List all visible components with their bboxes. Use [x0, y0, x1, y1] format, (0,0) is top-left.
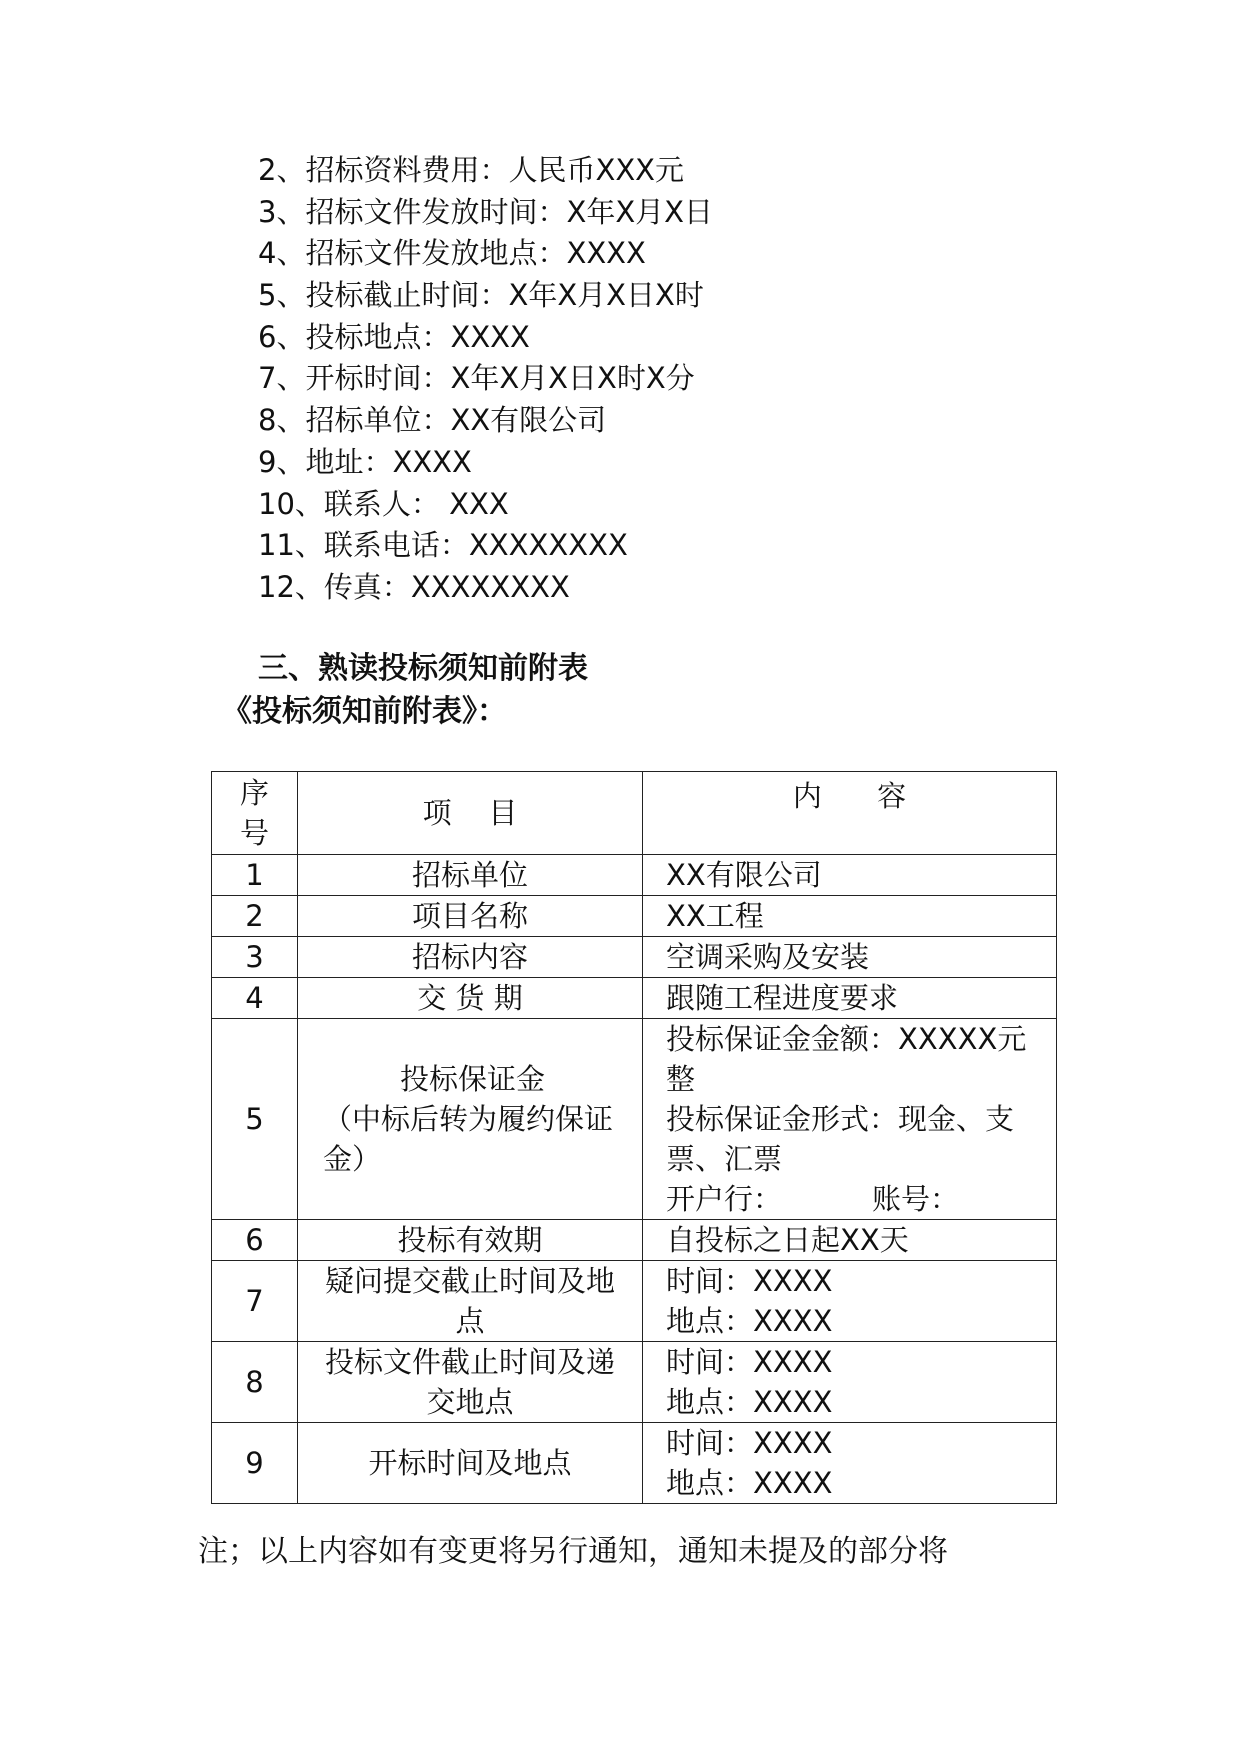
row-item: 招标内容: [298, 937, 643, 978]
list-item: 10、联系人： XXX: [258, 486, 509, 521]
row-content-line2: 地点：XXXX: [666, 1466, 833, 1500]
row-content-line1: 时间：XXXX: [666, 1264, 833, 1298]
list-item: 4、招标文件发放地点：XXXX: [258, 236, 646, 271]
row-item: 开标时间及地点: [298, 1423, 643, 1504]
header-content: [643, 772, 1057, 855]
table-row: [212, 937, 1057, 978]
list-item: 11、联系电话：XXXXXXXX: [258, 528, 628, 563]
list-item: 5、投标截止时间：X年X月X日X时: [258, 278, 704, 313]
list-item: 9、地址：XXXX: [258, 444, 472, 479]
row-item: 投标文件截止时间及递交地点: [298, 1342, 643, 1423]
table-title: 《投标须知前附表》：: [222, 694, 507, 729]
row-content: [643, 1342, 1057, 1423]
row-content-line2: 地点：XXXX: [666, 1304, 833, 1338]
header-content-label: 内 容: [792, 779, 907, 813]
header-item: [298, 772, 643, 855]
table-row: [212, 1261, 1057, 1342]
row-content: XX工程: [643, 896, 1057, 937]
table-row-deposit: [212, 1019, 1057, 1220]
row-item: 交 货 期: [298, 978, 643, 1019]
header-number-line1: 序: [239, 776, 269, 810]
info-list: [258, 150, 1158, 609]
list-item: 8、招标单位：XX有限公司: [258, 403, 607, 438]
table-row: [212, 1423, 1057, 1504]
table-row: [212, 855, 1057, 896]
row-number: 3: [212, 937, 298, 978]
list-item: 7、开标时间：X年X月X日X时X分: [258, 361, 695, 396]
list-item: 3、招标文件发放时间：X年X月X日: [258, 194, 714, 229]
row-content: [643, 1423, 1057, 1504]
row-content-line1: 时间：XXXX: [666, 1426, 833, 1460]
row-item: [298, 1019, 643, 1220]
table-row: [212, 1220, 1057, 1261]
header-number-line2: 号: [239, 816, 269, 850]
account-label: 账号：: [872, 1182, 960, 1216]
row-content: XX有限公司: [643, 855, 1057, 896]
row-item: 项目名称: [298, 896, 643, 937]
row-content-line2: 地点：XXXX: [666, 1385, 833, 1419]
table-row: [212, 1342, 1057, 1423]
row-item: 招标单位: [298, 855, 643, 896]
row-content: 空调采购及安装: [643, 937, 1057, 978]
row-content: [643, 1019, 1057, 1220]
header-number: [212, 772, 298, 855]
table-header-row: [212, 772, 1057, 855]
deposit-amount: 投标保证金金额：XXXXX元整: [666, 1022, 1027, 1096]
bid-notice-table: [211, 771, 1057, 1504]
bank-label: 开户行：: [666, 1182, 783, 1216]
row-number: 4: [212, 978, 298, 1019]
row-content: 自投标之日起XX天: [643, 1220, 1057, 1261]
list-item: 6、投标地点：XXXX: [258, 319, 530, 354]
table-row: [212, 896, 1057, 937]
row-content: 跟随工程进度要求: [643, 978, 1057, 1019]
row-content: [643, 1261, 1057, 1342]
row-number: 8: [212, 1342, 298, 1423]
table-row: [212, 978, 1057, 1019]
deposit-form: 投标保证金形式：现金、支票、汇票: [666, 1102, 1015, 1176]
footnote: 注；以上内容如有变更将另行通知，通知未提及的部分将: [198, 1534, 948, 1569]
row-number: 9: [212, 1423, 298, 1504]
row-item: 投标有效期: [298, 1220, 643, 1261]
row-number: 5: [212, 1019, 298, 1220]
deposit-bank-line: [666, 1179, 1048, 1219]
row-content-line1: 时间：XXXX: [666, 1345, 833, 1379]
list-item: 2、招标资料费用：人民币XXX元: [258, 153, 685, 187]
section-heading: 三、熟读投标须知前附表: [258, 651, 588, 686]
row-item: 疑问提交截止时间及地点: [298, 1261, 643, 1342]
list-item: 12、传真：XXXXXXXX: [258, 569, 570, 604]
row-number: 6: [212, 1220, 298, 1261]
deposit-item-line1: 投标保证金: [399, 1062, 545, 1096]
row-number: 2: [212, 896, 298, 937]
header-item-label: 项 目: [422, 796, 518, 830]
row-number: 1: [212, 855, 298, 896]
deposit-item-line2: （中标后转为履约保证金）: [323, 1102, 614, 1176]
row-number: 7: [212, 1261, 298, 1342]
